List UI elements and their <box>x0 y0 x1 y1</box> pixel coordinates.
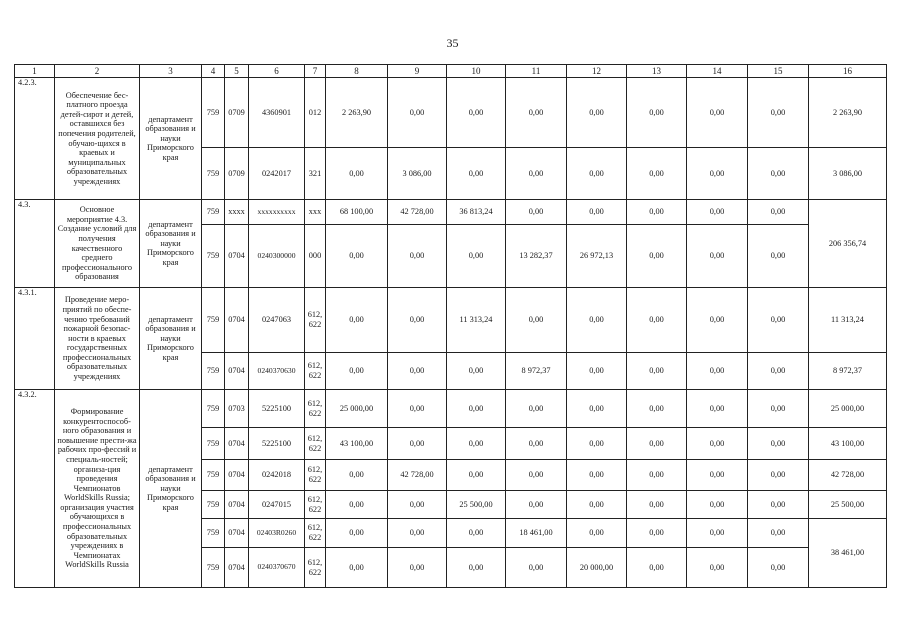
header-cell: 14 <box>687 65 748 78</box>
cell-c6: 0240370630 <box>249 353 305 390</box>
cell-c15: 0,00 <box>748 353 809 390</box>
cell-c4: 759 <box>202 200 225 225</box>
cell-c9: 0,00 <box>388 491 447 519</box>
header-row <box>15 65 887 78</box>
cell-c9: 0,00 <box>388 548 447 588</box>
cell-c12: 0,00 <box>567 390 627 428</box>
cell-c6: 0247063 <box>249 288 305 353</box>
header-cell: 11 <box>506 65 567 78</box>
cell-c4: 759 <box>202 428 225 460</box>
cell-c6: 0242017 <box>249 148 305 200</box>
cell-c11: 0,00 <box>506 288 567 353</box>
cell-c16: 8 972,37 <box>809 353 887 390</box>
header-cell: 9 <box>388 65 447 78</box>
cell-c13: 0,00 <box>627 390 687 428</box>
cell-c14: 0,00 <box>687 353 748 390</box>
cell-c13: 0,00 <box>627 460 687 491</box>
cell-c15: 0,00 <box>748 548 809 588</box>
cell-c6: 4360901 <box>249 78 305 148</box>
cell-c7: 321 <box>305 148 326 200</box>
cell-c14: 0,00 <box>687 519 748 548</box>
cell-c6: 0240300000 <box>249 225 305 288</box>
cell-c14: 0,00 <box>687 288 748 353</box>
cell-c4: 759 <box>202 148 225 200</box>
item-id: 4.3.2. <box>15 390 55 588</box>
cell-c10: 0,00 <box>447 353 506 390</box>
cell-c8: 68 100,00 <box>326 200 388 225</box>
cell-c10: 0,00 <box>447 225 506 288</box>
cell-c5: 0704 <box>225 353 249 390</box>
cell-c13: 0,00 <box>627 200 687 225</box>
cell-c8: 0,00 <box>326 288 388 353</box>
cell-c16: 3 086,00 <box>809 148 887 200</box>
cell-c5: 0704 <box>225 288 249 353</box>
cell-c13: 0,00 <box>627 225 687 288</box>
cell-c10: 0,00 <box>447 390 506 428</box>
table-row <box>15 288 887 353</box>
cell-c16: 43 100,00 <box>809 428 887 460</box>
header-cell: 16 <box>809 65 887 78</box>
table-row <box>15 390 887 428</box>
header-cell: 13 <box>627 65 687 78</box>
cell-c8: 25 000,00 <box>326 390 388 428</box>
cell-c13: 0,00 <box>627 353 687 390</box>
cell-c16: 42 728,00 <box>809 460 887 491</box>
cell-c11: 13 282,37 <box>506 225 567 288</box>
department: департамент образования и науки Приморского края <box>140 288 202 390</box>
cell-c5: 0704 <box>225 225 249 288</box>
cell-c15: 0,00 <box>748 519 809 548</box>
cell-c12: 0,00 <box>567 288 627 353</box>
header-cell: 4 <box>202 65 225 78</box>
cell-c5: 0703 <box>225 390 249 428</box>
cell-c7: 612, 622 <box>305 491 326 519</box>
cell-c12: 0,00 <box>567 519 627 548</box>
cell-c13: 0,00 <box>627 548 687 588</box>
item-id: 4.3.1. <box>15 288 55 390</box>
header-cell: 7 <box>305 65 326 78</box>
cell-c14: 0,00 <box>687 148 748 200</box>
item-id: 4.2.3. <box>15 78 55 200</box>
cell-c15: 0,00 <box>748 428 809 460</box>
cell-c10: 0,00 <box>447 428 506 460</box>
cell-c12: 20 000,00 <box>567 548 627 588</box>
cell-c14: 0,00 <box>687 200 748 225</box>
cell-c7: 612, 622 <box>305 428 326 460</box>
cell-c14: 0,00 <box>687 78 748 148</box>
cell-c6: 0242018 <box>249 460 305 491</box>
budget-table <box>14 64 887 588</box>
header-cell: 2 <box>55 65 140 78</box>
cell-c9: 0,00 <box>388 353 447 390</box>
item-name: Основное мероприятие 4.3. Создание условий для получения качественного среднего профессионального образования <box>55 200 140 288</box>
cell-c11: 8 972,37 <box>506 353 567 390</box>
cell-c16: 11 313,24 <box>809 288 887 353</box>
cell-c9: 0,00 <box>388 78 447 148</box>
cell-c7: 612, 622 <box>305 519 326 548</box>
item-name: Формирование конкурентоспособ-ного образования и повышение прести-жа рабочих про-фессий и специаль-ностей; организа-ция проведения Чемпионатов WorldSkills Russia; организация участия обучающихся в профессиональных образовательных учреждениях в Чемпионатах WorldSkills Russia <box>55 390 140 588</box>
department: департамент образования и науки Приморского края <box>140 390 202 588</box>
cell-c8: 0,00 <box>326 491 388 519</box>
item-name: Проведение меро-приятий по обеспе-чению требований пожарной безопас-ности в краевых государственных профессиональных образовательных учреждениях <box>55 288 140 390</box>
cell-c13: 0,00 <box>627 519 687 548</box>
cell-c7: 612, 622 <box>305 460 326 491</box>
cell-c11: 0,00 <box>506 428 567 460</box>
cell-c13: 0,00 <box>627 78 687 148</box>
cell-c5: 0709 <box>225 78 249 148</box>
cell-c14: 0,00 <box>687 460 748 491</box>
cell-c8: 0,00 <box>326 460 388 491</box>
cell-c4: 759 <box>202 78 225 148</box>
cell-c9: 0,00 <box>388 288 447 353</box>
cell-c14: 0,00 <box>687 491 748 519</box>
cell-c4: 759 <box>202 225 225 288</box>
cell-c11: 0,00 <box>506 548 567 588</box>
cell-c16: 2 263,90 <box>809 78 887 148</box>
cell-c9: 0,00 <box>388 428 447 460</box>
cell-c4: 759 <box>202 460 225 491</box>
cell-c9: 0,00 <box>388 225 447 288</box>
cell-c11: 0,00 <box>506 148 567 200</box>
cell-c13: 0,00 <box>627 491 687 519</box>
cell-c12: 0,00 <box>567 491 627 519</box>
cell-c6: 02403R0260 <box>249 519 305 548</box>
cell-c4: 759 <box>202 548 225 588</box>
cell-c8: 43 100,00 <box>326 428 388 460</box>
header-cell: 5 <box>225 65 249 78</box>
cell-c15: 0,00 <box>748 78 809 148</box>
cell-c6: 0247015 <box>249 491 305 519</box>
cell-c4: 759 <box>202 288 225 353</box>
cell-c4: 759 <box>202 491 225 519</box>
cell-c5: 0709 <box>225 148 249 200</box>
cell-c7: 612, 622 <box>305 288 326 353</box>
cell-c11: 0,00 <box>506 200 567 225</box>
cell-c15: 0,00 <box>748 288 809 353</box>
cell-c8: 2 263,90 <box>326 78 388 148</box>
item-name: Обеспечение бес-платного проезда детей-сирот и детей, оставшихся без попечения родителей, обучаю-щихся в краевых и муниципальных образовательных учреждениях <box>55 78 140 200</box>
cell-c7: xxx <box>305 200 326 225</box>
cell-c4: 759 <box>202 353 225 390</box>
cell-c10: 0,00 <box>447 78 506 148</box>
cell-c13: 0,00 <box>627 148 687 200</box>
cell-c12: 0,00 <box>567 428 627 460</box>
header-cell: 15 <box>748 65 809 78</box>
cell-c8: 0,00 <box>326 519 388 548</box>
cell-c11: 0,00 <box>506 460 567 491</box>
block-total: 38 461,00 <box>809 519 887 588</box>
cell-c5: 0704 <box>225 548 249 588</box>
cell-c10: 0,00 <box>447 148 506 200</box>
cell-c7: 612, 622 <box>305 548 326 588</box>
cell-c15: 0,00 <box>748 200 809 225</box>
cell-c16: 25 000,00 <box>809 390 887 428</box>
cell-c11: 0,00 <box>506 78 567 148</box>
cell-c10: 36 813,24 <box>447 200 506 225</box>
header-cell: 12 <box>567 65 627 78</box>
header-cell: 10 <box>447 65 506 78</box>
cell-c5: 0704 <box>225 491 249 519</box>
cell-c15: 0,00 <box>748 491 809 519</box>
cell-c12: 0,00 <box>567 148 627 200</box>
cell-c4: 759 <box>202 519 225 548</box>
cell-c11: 18 461,00 <box>506 519 567 548</box>
cell-c13: 0,00 <box>627 428 687 460</box>
cell-c12: 26 972,13 <box>567 225 627 288</box>
cell-c12: 0,00 <box>567 200 627 225</box>
cell-c5: xxxx <box>225 200 249 225</box>
cell-c6: xxxxxxxxxx <box>249 200 305 225</box>
cell-c9: 0,00 <box>388 519 447 548</box>
cell-c14: 0,00 <box>687 548 748 588</box>
cell-c9: 3 086,00 <box>388 148 447 200</box>
cell-c10: 0,00 <box>447 460 506 491</box>
cell-c10: 0,00 <box>447 519 506 548</box>
cell-c8: 0,00 <box>326 225 388 288</box>
cell-c15: 0,00 <box>748 460 809 491</box>
header-cell: 3 <box>140 65 202 78</box>
cell-c15: 0,00 <box>748 225 809 288</box>
cell-c7: 612, 622 <box>305 353 326 390</box>
cell-c9: 42 728,00 <box>388 460 447 491</box>
cell-c5: 0704 <box>225 460 249 491</box>
department: департамент образования и науки Приморского края <box>140 200 202 288</box>
cell-c14: 0,00 <box>687 390 748 428</box>
cell-c13: 0,00 <box>627 288 687 353</box>
cell-c12: 0,00 <box>567 353 627 390</box>
cell-c6: 5225100 <box>249 428 305 460</box>
cell-c8: 0,00 <box>326 353 388 390</box>
cell-c5: 0704 <box>225 428 249 460</box>
header-cell: 6 <box>249 65 305 78</box>
cell-c12: 0,00 <box>567 78 627 148</box>
table-row <box>15 200 887 225</box>
cell-c7: 612, 622 <box>305 390 326 428</box>
department: департамент образования и науки Приморского края <box>140 78 202 200</box>
cell-c14: 0,00 <box>687 225 748 288</box>
cell-c15: 0,00 <box>748 148 809 200</box>
cell-c9: 42 728,00 <box>388 200 447 225</box>
cell-c16: 25 500,00 <box>809 491 887 519</box>
cell-c9: 0,00 <box>388 390 447 428</box>
header-cell: 1 <box>15 65 55 78</box>
cell-c11: 0,00 <box>506 491 567 519</box>
block-total: 206 356,74 <box>809 200 887 288</box>
cell-c10: 0,00 <box>447 548 506 588</box>
cell-c6: 0240370670 <box>249 548 305 588</box>
cell-c6: 5225100 <box>249 390 305 428</box>
header-cell: 8 <box>326 65 388 78</box>
cell-c7: 012 <box>305 78 326 148</box>
cell-c15: 0,00 <box>748 390 809 428</box>
page-number: 35 <box>446 36 459 50</box>
item-id: 4.3. <box>15 200 55 288</box>
table-row <box>15 78 887 148</box>
cell-c12: 0,00 <box>567 460 627 491</box>
cell-c7: 000 <box>305 225 326 288</box>
cell-c10: 25 500,00 <box>447 491 506 519</box>
cell-c5: 0704 <box>225 519 249 548</box>
cell-c11: 0,00 <box>506 390 567 428</box>
cell-c8: 0,00 <box>326 148 388 200</box>
cell-c10: 11 313,24 <box>447 288 506 353</box>
cell-c14: 0,00 <box>687 428 748 460</box>
cell-c4: 759 <box>202 390 225 428</box>
cell-c8: 0,00 <box>326 548 388 588</box>
